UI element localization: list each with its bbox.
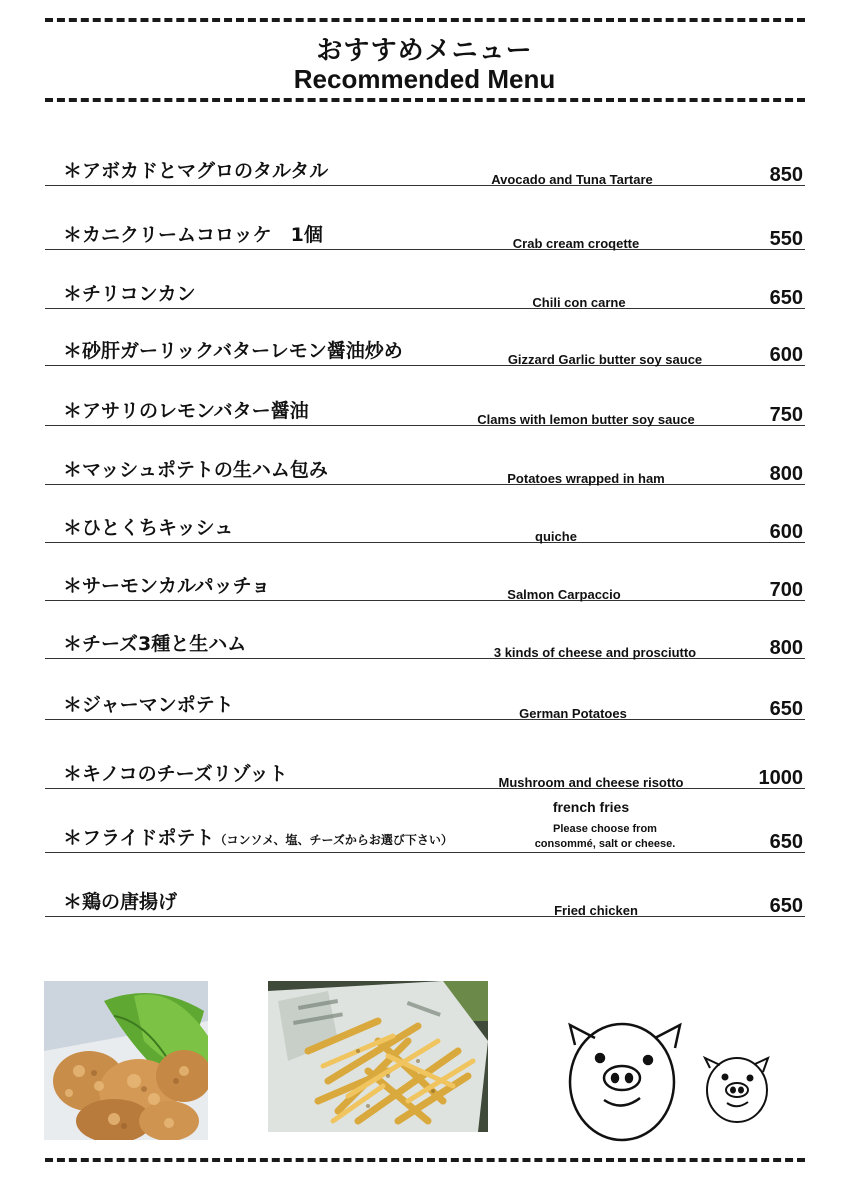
menu-item-en: Fried chicken	[554, 903, 638, 918]
menu-item-jp: ＊チーズ3種と生ハム	[63, 633, 247, 655]
bottom-dashed-divider	[45, 1158, 805, 1162]
menu-item-jp: ＊サーモンカルパッチョ	[63, 575, 271, 597]
menu-item-en-note	[535, 822, 676, 852]
menu-item	[45, 679, 805, 720]
menu-item-price: 650	[769, 895, 803, 917]
fried-chicken-illustration	[44, 981, 208, 1140]
menu-item-en: Salmon Carpaccio	[507, 587, 621, 602]
menu-item-jp: ＊ジャーマンポテト	[63, 694, 234, 716]
menu-item-jp: ＊ひとくちキッシュ	[63, 517, 234, 539]
menu-item-price: 650	[769, 287, 803, 309]
menu-item	[45, 876, 805, 917]
menu-item-en: french fries	[552, 799, 630, 815]
pig-drawings	[560, 1020, 780, 1150]
menu-item-en: quiche	[535, 529, 577, 544]
menu-item-jp: ＊カニクリームコロッケ 1個	[63, 224, 323, 246]
menu-item-price: 600	[769, 521, 803, 543]
page-title-en: Recommended Menu	[293, 64, 556, 94]
menu-item-jp: ＊マッシュポテトの生ハム包み	[63, 459, 328, 481]
menu-item-jp	[63, 823, 453, 850]
menu-item-price: 550	[769, 228, 803, 250]
top-dashed-divider	[45, 18, 805, 22]
menu-item-jp: ＊チリコンカン	[63, 283, 196, 305]
menu-item-price: 650	[769, 831, 803, 853]
menu-item	[45, 325, 805, 366]
menu-item-en: Clams with lemon butter soy sauce	[477, 412, 695, 427]
menu-item-en: Potatoes wrapped in ham	[507, 471, 665, 486]
menu-item-jp: ＊アボカドとマグロのタルタル	[63, 160, 329, 182]
large-pig-icon	[570, 1024, 680, 1140]
menu-item	[45, 560, 805, 601]
menu-item	[45, 812, 805, 853]
menu-item-price: 700	[769, 579, 803, 601]
menu-item	[45, 268, 805, 309]
menu-item-price: 800	[769, 637, 803, 659]
menu-item-price: 600	[769, 344, 803, 366]
menu-item	[45, 385, 805, 426]
menu-item-jp: ＊砂肝ガーリックバターレモン醤油炒め	[63, 340, 403, 362]
menu-item-en: Crab cream croqette	[512, 236, 640, 251]
menu-item-jp-name: ＊フライドポテト	[63, 827, 215, 849]
menu-item-jp: ＊鶏の唐揚げ	[63, 891, 178, 913]
title-dashed-divider	[45, 98, 805, 102]
menu-item-price: 750	[769, 404, 803, 426]
menu-item-en: Avocado and Tuna Tartare	[491, 172, 653, 187]
menu-item	[45, 145, 805, 186]
fried-chicken-photo	[44, 981, 208, 1140]
menu-item-en: 3 kinds of cheese and prosciutto	[493, 645, 697, 660]
menu-item-en: Mushroom and cheese risotto	[498, 775, 684, 790]
menu-item-en: Chili con carne	[532, 295, 626, 310]
menu-item-price: 850	[769, 164, 803, 186]
menu-item-jp-note: （コンソメ、塩、チーズからお選び下さい）	[214, 833, 453, 847]
menu-item	[45, 748, 805, 789]
menu-item-en-note-line: Please choose from	[553, 823, 657, 835]
menu-item-en: German Potatoes	[519, 706, 627, 721]
menu-item-price: 800	[769, 463, 803, 485]
menu-item	[45, 444, 805, 485]
menu-item-en-note-line: consommé, salt or cheese.	[534, 838, 676, 850]
menu-item-price: 1000	[758, 767, 803, 789]
french-fries-photo	[268, 981, 488, 1132]
menu-item	[45, 618, 805, 659]
menu-item-jp: ＊アサリのレモンバター醤油	[63, 400, 309, 422]
menu-item-jp: ＊キノコのチーズリゾット	[63, 763, 288, 785]
page-title-jp: おすすめメニュー	[316, 36, 533, 66]
menu-item-price: 650	[769, 698, 803, 720]
french-fries-illustration	[268, 981, 488, 1132]
menu-item	[45, 209, 805, 250]
menu-item	[45, 502, 805, 543]
small-pig-icon	[705, 1058, 768, 1122]
menu-item-en: Gizzard Garlic butter soy sauce	[507, 352, 703, 367]
